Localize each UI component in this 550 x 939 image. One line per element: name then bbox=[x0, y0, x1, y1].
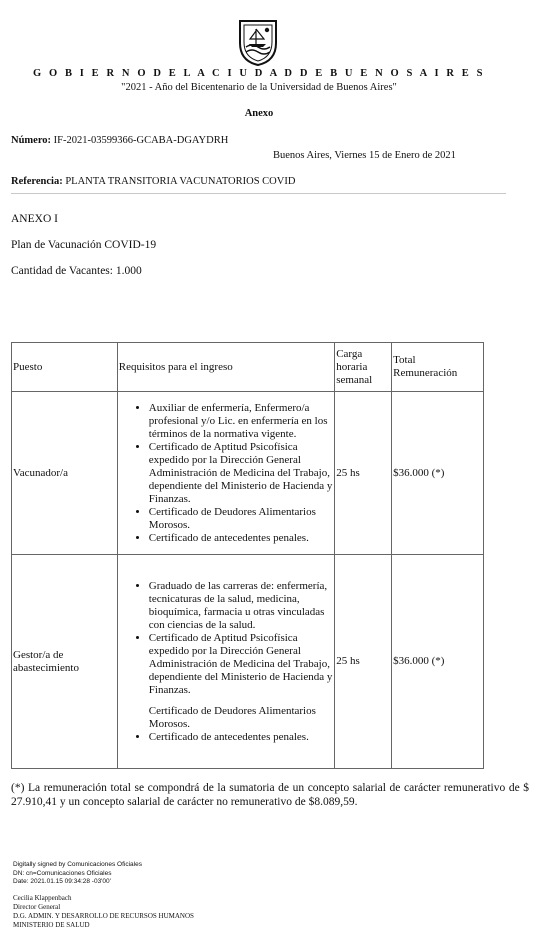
header-requisitos: Requisitos para el ingreso bbox=[117, 343, 334, 392]
table-row bbox=[12, 555, 484, 769]
vacantes-text: Cantidad de Vacantes: 1.000 bbox=[11, 265, 142, 277]
footnote: (*) La remuneración total se compondrá de la sumatoria de un concepto salarial de carácter remunerativo de $ 27.910,41 y un concepto salarial de carácter no remunerativo de $8.089,59. bbox=[11, 782, 529, 808]
requisitos-list bbox=[119, 580, 333, 697]
signer-block bbox=[13, 894, 194, 930]
list-item: • Graduado de las carreras de: enfermería, tecnicaturas de la salud, medicina, bioquímica, farmacia u otras vinculadas con ciencias de la salud. bbox=[149, 580, 333, 632]
gov-title: G O B I E R N O D E L A C I U D A D D E B U E N O S A I R E S bbox=[32, 68, 486, 79]
signer-role: Director General bbox=[13, 903, 61, 911]
requisitos-list bbox=[119, 402, 333, 545]
referencia-value: PLANTA TRANSITORIA VACUNATORIOS COVID bbox=[65, 176, 296, 187]
numero-value: IF-2021-03599366-GCABA-DGAYDRH bbox=[53, 135, 229, 146]
carga-cell: 25 hs bbox=[335, 392, 392, 555]
signer-name: Cecilia Klappenbach bbox=[13, 894, 72, 902]
table-row bbox=[12, 392, 484, 555]
signer-ministry: MINISTERIO DE SALUD bbox=[13, 921, 90, 929]
list-item: • Auxiliar de enfermería, Enfermero/a profesional y/o Lic. en enfermería en los términos de la normativa vigente. bbox=[149, 402, 333, 441]
header-remuneracion: Total Remuneración bbox=[392, 343, 484, 392]
carga-cell: 25 hs bbox=[335, 555, 392, 769]
remuneracion-cell: $36.000 (*) bbox=[392, 392, 484, 555]
list-item: • Certificado de Aptitud Psicofísica expedido por la Dirección General Administración de Medicina del Trabajo, dependiente del Ministerio de Hacienda y Finanzas. bbox=[149, 441, 333, 506]
list-item: • Certificado de Aptitud Psicofísica expedido por la Dirección General Administración de Medicina del Trabajo, dependiente del Ministerio de Hacienda y Finanzas. bbox=[149, 632, 333, 697]
puesto-cell: Gestor/a de abastecimiento bbox=[12, 555, 118, 769]
city-seal-icon bbox=[236, 17, 280, 67]
referencia-line bbox=[11, 176, 295, 187]
digital-date: Date: 2021.01.15 09:34:28 -03'00' bbox=[13, 878, 111, 885]
header-carga: Carga horaria semanal bbox=[335, 343, 392, 392]
list-item: • Certificado de Deudores Alimentarios Morosos. bbox=[149, 506, 333, 532]
table-header-row bbox=[12, 343, 484, 392]
list-item: • Certificado de antecedentes penales. bbox=[149, 731, 333, 744]
list-item-unbulleted: Certificado de Deudores Alimentarios Morosos. bbox=[148, 704, 316, 730]
digital-dn: DN: cn=Comunicaciones Oficiales bbox=[13, 869, 112, 877]
doc-title: Anexo bbox=[244, 108, 274, 119]
referencia-label: Referencia: bbox=[11, 176, 63, 187]
requisitos-cell bbox=[117, 555, 334, 769]
puesto-cell: Vacunador/a bbox=[12, 392, 118, 555]
requisitos-list bbox=[119, 731, 333, 744]
anexo-heading: ANEXO I bbox=[11, 213, 58, 225]
plan-text: Plan de Vacunación COVID-19 bbox=[11, 239, 157, 251]
gov-subtitle: "2021 - Año del Bicentenario de la Universidad de Buenos Aires" bbox=[121, 82, 397, 93]
list-item: • Certificado de antecedentes penales. bbox=[149, 532, 333, 545]
remuneracion-cell: $36.000 (*) bbox=[392, 555, 484, 769]
fecha: Buenos Aires, Viernes 15 de Enero de 2021 bbox=[273, 150, 456, 161]
numero-line bbox=[11, 135, 228, 146]
divider bbox=[11, 193, 506, 194]
digital-signature-block bbox=[13, 861, 142, 887]
requisitos-cell bbox=[117, 392, 334, 555]
requisitos-table bbox=[11, 342, 484, 769]
header-puesto: Puesto bbox=[12, 343, 118, 392]
digital-signed-by: Digitally signed by Comunicaciones Oficiales bbox=[13, 861, 142, 868]
signer-area: D.G. ADMIN. Y DESARROLLO DE RECURSOS HUMANOS bbox=[13, 912, 194, 920]
numero-label: Número: bbox=[11, 135, 52, 146]
